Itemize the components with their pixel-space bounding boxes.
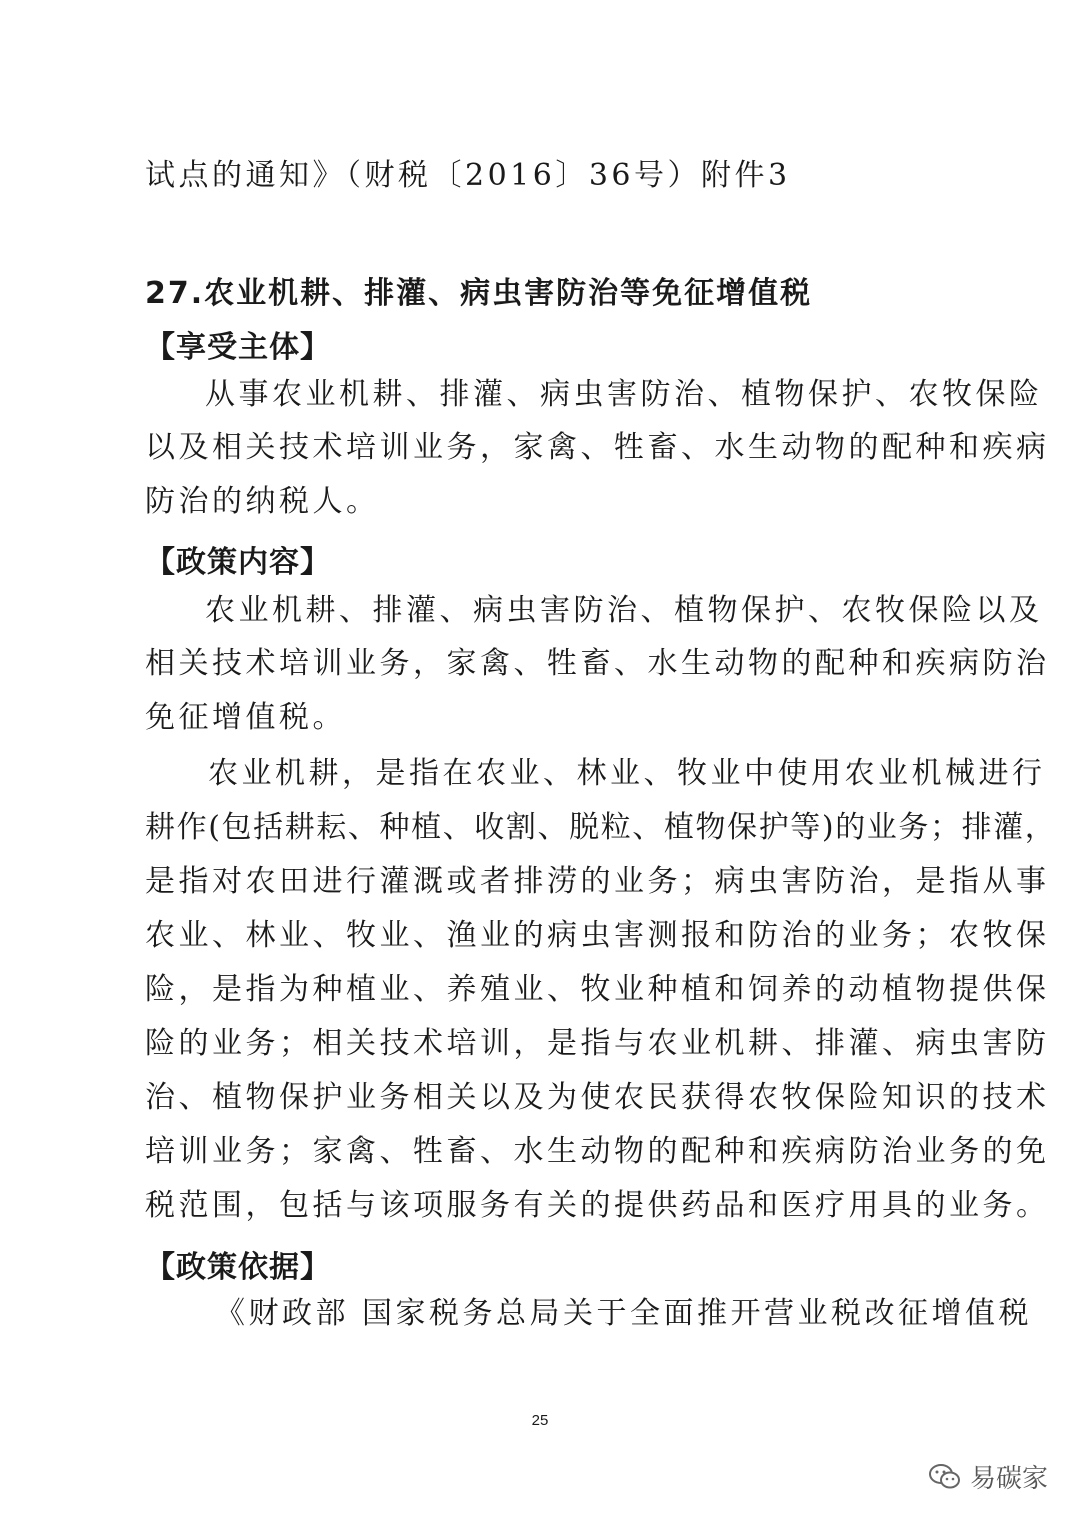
text-line: 免征增值税。 <box>145 700 346 735</box>
watermark <box>928 1458 1048 1495</box>
label-basis: 【政策依据】 <box>145 1250 331 1285</box>
text-line: 农业机耕、排灌、病虫害防治、植物保护、农牧保险以及 <box>205 593 1043 628</box>
text-line: 耕作(包括耕耘、种植、收割、脱粒、植物保护等)的业务；排灌， <box>145 810 1057 845</box>
text-line-continuation: 试点的通知》（财税〔2016〕36号）附件3 <box>145 158 791 193</box>
text-line: 农业机耕，是指在农业、林业、牧业中使用农业机械进行 <box>208 756 1046 791</box>
text-line: 是指对农田进行灌溉或者排涝的业务；病虫害防治，是指从事 <box>145 864 1050 899</box>
text-line: 培训业务；家禽、牲畜、水生动物的配种和疾病防治业务的免 <box>145 1134 1050 1169</box>
text-line: 相关技术培训业务，家禽、牲畜、水生动物的配种和疾病防治 <box>145 646 1050 681</box>
text-line: 险，是指为种植业、养殖业、牧业种植和饲养的动植物提供保 <box>145 972 1050 1007</box>
text-line: 以及相关技术培训业务，家禽、牲畜、水生动物的配种和疾病 <box>145 430 1050 465</box>
label-subject: 【享受主体】 <box>145 330 331 365</box>
text-line: 农业、林业、牧业、渔业的病虫害测报和防治的业务；农牧保 <box>145 918 1050 953</box>
text-line: 从事农业机耕、排灌、病虫害防治、植物保护、农牧保险 <box>205 377 1043 412</box>
section-heading: 27.农业机耕、排灌、病虫害防治等免征增值税 <box>145 276 813 311</box>
watermark-text: 易碳家 <box>969 1464 1048 1494</box>
text-line: 险的业务；相关技术培训，是指与农业机耕、排灌、病虫害防 <box>145 1026 1050 1061</box>
label-content: 【政策内容】 <box>145 545 331 580</box>
text-line: 《财政部 国家税务总局关于全面推开营业税改征增值税 <box>215 1296 1033 1331</box>
text-line: 防治的纳税人。 <box>145 484 380 519</box>
text-line: 税范围，包括与该项服务有关的提供药品和医疗用具的业务。 <box>145 1188 1050 1223</box>
text-line: 治、植物保护业务相关以及为使农民获得农牧保险知识的技术 <box>145 1080 1050 1115</box>
page-number: 25 <box>531 1412 549 1429</box>
wechat-icon <box>928 1462 962 1492</box>
